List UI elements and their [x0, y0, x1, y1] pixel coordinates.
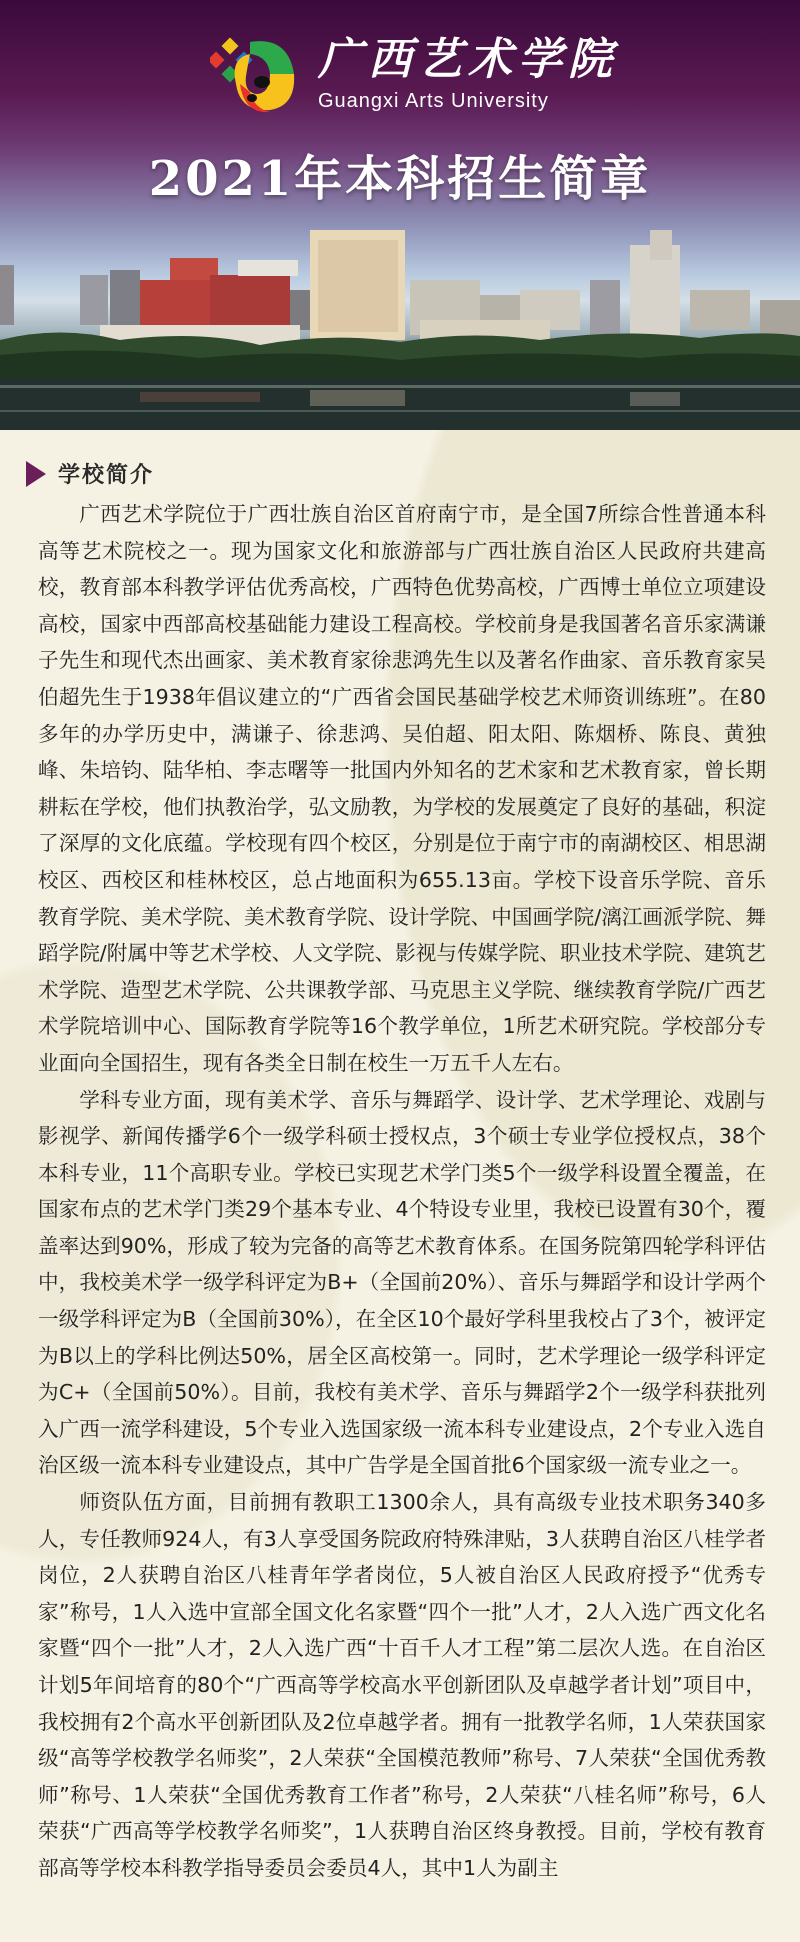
section-heading — [26, 458, 154, 489]
page-title: 2021年本科招生简章 — [148, 151, 652, 207]
intro-paragraph: 广西艺术学院位于广西壮族自治区首府南宁市，是全国7所综合性普通本科高等艺术院校之一。现为国家文化和旅游部与广西壮族自治区人民政府共建高校，教育部本科教学评估优秀高校，广西特色优势高校，广西博士单位立项建设高校，国家中西部高校基础能力建设工程高校。学校前身是我国著名音乐家满谦子先生和现代杰出画家、美术教育家徐悲鸿先生以及著名作曲家、音乐教育家吴伯超先生于1938年倡议建立的“广西省会国民基础学校艺术师资训练班”。在80多年的办学历史中，满谦子、徐悲鸿、吴伯超、阳太阳、陈烟桥、陈良、黄独峰、朱培钧、陆华柏、李志曙等一批国内外知名的艺术家和艺术教育家，曾长期耕耘在学校，他们执教治学，弘文励教，为学校的发展奠定了良好的基础，积淀了深厚的文化底蕴。学校现有四个校区，分别是位于南宁市的南湖校区、相思湖校区、西校区和桂林校区，总占地面积为655.13亩。学校下设音乐学院、音乐教育学院、美术学院、美术教育学院、设计学院、中国画学院/漓江画派学院、舞蹈学院/附属中等艺术学校、人文学院、影视与传媒学院、职业技术学院、建筑艺术学院、造型艺术学院、公共课教学部、马克思主义学院、继续教育学院/广西艺术学院培训中心、国际教育学院等16个教学单位，1所艺术研究院。学校部分专业面向全国招生，现有各类全日制在校生一万五千人左右。 — [38, 502, 766, 1075]
hero-banner — [0, 0, 800, 430]
school-logo-icon — [210, 34, 298, 116]
triangle-right-icon — [26, 461, 46, 487]
section-title: 学校简介 — [58, 463, 155, 488]
school-intro-section — [0, 430, 800, 1942]
school-brand — [318, 34, 618, 113]
intro-paragraph: 学科专业方面，现有美术学、音乐与舞蹈学、设计学、艺术学理论、戏剧与影视学、新闻传播学6个一级学科硕士授权点，3个硕士专业学位授权点，38个本科专业，11个高职专业。学校已实现艺术学门类5个一级学科设置全覆盖，在国家布点的艺术学门类29个基本专业、4个特设专业里，我校已设置有30个，覆盖率达到90%，形成了较为完备的高等艺术教育体系。在国务院第四轮学科评估中，我校美术学一级学科评定为B+（全国前20%）、音乐与舞蹈学和设计学两个一级学科评定为B（全国前30%），在全区10个最好学科里我校占了3个，被评定为B以上的学科比例达50%，居全区高校第一。同时，艺术学理论一级学科评定为C+（全国前50%）。目前，我校有美术学、音乐与舞蹈学2个一级学科获批列入广西一流学科建设，5个专业入选国家级一流本科专业建设点，2个专业入选自治区级一流本科专业建设点，其中广告学是全国首批6个国家级一流专业之一。 — [38, 1087, 766, 1478]
school-name-en: Guangxi Arts University — [318, 90, 549, 112]
school-name-cn: 广西艺术学院 — [318, 34, 618, 85]
intro-body — [38, 496, 766, 1887]
campus-skyline-image — [0, 220, 800, 430]
intro-paragraph: 师资队伍方面，目前拥有教职工1300余人，具有高级专业技术职务340多人，专任教师924人，有3人享受国务院政府特殊津贴，3人获聘自治区八桂学者岗位，2人获聘自治区八桂青年学者岗位，5人被自治区人民政府授予“优秀专家”称号，1人入选中宣部全国文化名家暨“四个一批”人才，2人入选广西文化名家暨“四个一批”人才，2人入选广西“十百千人才工程”第二层次人选。在自治区计划5年间培育的80个“广西高等学校高水平创新团队及卓越学者计划”项目中，我校拥有2个高水平创新团队及2位卓越学者。拥有一批教学名师，1人荣获国家级“高等学校教学名师奖”，2人荣获“全国模范教师”称号、7人荣获“全国优秀教师”称号、1人荣获“全国优秀教育工作者”称号，2人荣获“八桂名师”称号，6人荣获“广西高等学校教学名师奖”，1人获聘自治区终身教授。目前，学校有教育部高等学校本科教学指导委员会委员4人，其中1人为副主 — [38, 1490, 766, 1880]
